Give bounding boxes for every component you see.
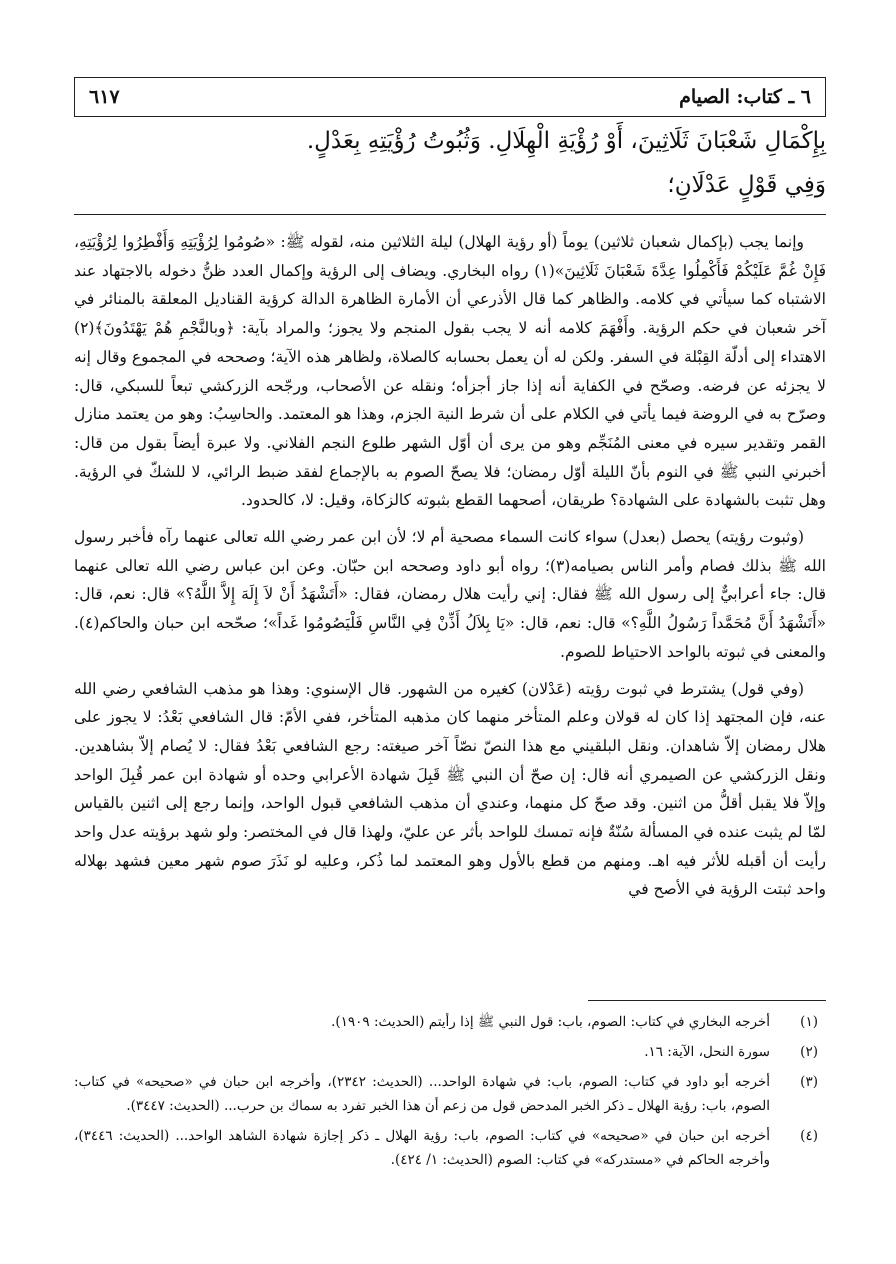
footnote-text: سورة النحل، الآية: ١٦.	[644, 1044, 770, 1060]
commentary-paragraph-3: (وفي قول) يشترط في ثبوت رؤيته (عَدْلان) كغيره من الشهور. قال الإسنوي: وهذا هو مذهب الشافعي رضي الله عنه، فإن المجتهد إذا كان له قولان وعلم المتأخر منهما كان مذهبه المتأخر، ففي الأمّ: قال الشافعي بَعْدُ: لا يجوز على هلال رمضان إلاّ شاهدان. ونقل البلقيني مع هذا النصّ نصّاً آخر صيغته: رجع الشافعي بَعْدُ فقال: لا يُصام إلاّ بشاهدين. ونقل الزركشي عن الصيمري أنه قال: إن صحّ أن النبي ﷺ قَبِلَ شهادة الأعرابي وحده أو شهادة ابن عمر قُبِلَ الواحد وإلاّ فلا يقبل أقلُّ من اثنين. وقد صحّ كل منهما، وعندي أن مذهب الشافعي قبول الواحد، وإنما رجع إلى اثنين بالقياس لمّا لم يثبت عنده في المسألة سُنّةٌ فإنه تمسك للواحد بأثر عن عليّ، ولهذا قال في المختصر: ولو شهد برؤيته عدل واحد رأيت أن أقبله للأثر فيه اهـ. ومنهم من قطع بالأول وهو المعتمد لما ذُكر، وعليه لو نَذَرَ صوم شهر معين فشهد بهلاله واحد ثبتت الرؤية في الأصح في	[74, 679, 826, 899]
page-number: ٦١٧	[89, 86, 120, 108]
footnote-number: (٤)	[800, 1128, 818, 1144]
page-header	[74, 77, 826, 117]
matn-line-1: بِإِكْمَالِ شَعْبَانَ ثَلَاثِينَ، أَوْ رُؤْيَةِ الْهِلَالِ. وَثُبُوتُ رُؤْيَتِهِ بِعَدْلٍ.	[306, 128, 826, 154]
matn-separator	[74, 214, 826, 215]
commentary-paragraph-2: (وثبوت رؤيته) يحصل (بعدل) سواء كانت السماء مصحية أم لا؛ لأن ابن عمر رضي الله تعالى عنهما رآه فأخبر رسول الله ﷺ بذلك فصام وأمر الناس بصيامه(٣)؛ رواه أبو داود وصححه ابن حبّان. وعن ابن عباس رضي الله تعالى عنهما قال: جاء أعرابيٌّ إلى رسول الله ﷺ فقال: إني رأيت هلال رمضان، فقال: «أَتَشْهَدُ أَنْ لاَ إِلَهَ إِلاَّ اللَّهُ؟» قال: نعم، قال: «أَتَشْهَدُ أَنَّ مُحَمَّداً رَسُولُ اللَّهِ؟» قال: نعم، قال: «يَا بِلاَلُ أَذِّنْ فِي النَّاسِ فَلْيَصُومُوا غَداً»؛ صحّحه ابن حبان والحاكم(٤). والمعنى في ثبوته بالواحد الاحتياط للصوم.	[74, 528, 826, 661]
footnote-number: (٣)	[800, 1074, 818, 1090]
footnote-text: أخرجه أبو داود في كتاب: الصوم، باب: في شهادة الواحد... (الحديث: ٢٣٤٢)، وأخرجه ابن حبان في «صحيحه» في كتاب: الصوم، باب: رؤية الهلال ـ ذكر الخبر المدحض قول من زعم أن هذا الخبر تفرد به سماك بن حرب... (الحديث: ٣٤٤٧).	[74, 1074, 771, 1114]
footnote-separator	[588, 1000, 826, 1001]
footnote-item	[74, 1040, 826, 1064]
footnotes	[74, 1010, 826, 1178]
footnote-number: (١)	[800, 1014, 818, 1030]
footnote-item	[74, 1070, 826, 1118]
footnote-item	[74, 1010, 826, 1034]
matn-line-2: وَفِي قَوْلٍ عَدْلَانِ؛	[667, 172, 826, 198]
footnote-text: أخرجه ابن حبان في «صحيحه» في كتاب: الصوم، باب: رؤية الهلال ـ ذكر إجازة شهادة الشاهد الواحد... (الحديث: ٣٤٤٦)، وأخرجه الحاكم في «مستدركه» في كتاب: الصوم (الحديث: ١/ ٤٢٤).	[74, 1128, 770, 1168]
footnote-number: (٢)	[800, 1044, 818, 1060]
footnote-text: أخرجه البخاري في كتاب: الصوم، باب: قول النبي ﷺ إذا رأيتم (الحديث: ١٩٠٩).	[331, 1014, 770, 1030]
commentary	[74, 228, 826, 912]
commentary-paragraph-1: وإنما يجب (بإكمال شعبان ثلاثين) يوماً (أو رؤية الهلال) ليلة الثلاثين منه، لقوله ﷺ: «صُومُوا لِرُؤْيَتِهِ وَأَفْطِرُوا لِرُؤْيَتِهِ، فَإِنْ غُمَّ عَلَيْكُمْ فَأَكْمِلُوا عِدَّةَ شَعْبَانَ ثَلَاثِينَ»(١) رواه البخاري. ويضاف إلى الرؤية وإكمال العدد ظنُّ دخوله بالاجتهاد عند الاشتباه كما سيأتي في كلامه. والظاهر كما قال الأذرعي أن الأمارة الظاهرة الدالة كرؤية القناديل المعلقة بالمنائر في آخر شعبان في حكم الرؤية. وأَفْهَمَ كلامه أنه لا يجب بقول المنجم ولا يجوز؛ والمراد بآية: ﴿وبالنَّجْمِ هُمْ يَهْتَدُونَ﴾(٢) الاهتداء إلى أدلّة القِبْلة في السفر. ولكن له أن يعمل بحسابه كالصلاة، ولظاهر هذه الآية؛ وصححه في المجموع وقال إنه لا يجزئه عن فرضه. وصحّح في الكفاية أنه إذا جاز أجزأه؛ ونقله عن الأصحاب، ورجّحه الزركشي تبعاً للسبكي، قال: وصرّح به في الروضة فيما يأتي في الكلام على أن شرط النية الجزم، وهذا هو المعتمد. والحاسِبُ: وهو من يعتمد منازل القمر وتقدير سيره في معنى المُنَجِّم وهو من يرى أن أوّل الشهر طلوع النجم الفلاني. ولا عبرة أيضاً بقول من قال: أخبرني النبي ﷺ في النوم بأنّ الليلة أوّل رمضان؛ فلا يصحّ الصوم به بالإجماع لفقد ضبط الرائي، لا للشكّ في الرؤية. وهل تثبت بالشهادة على الشهادة؟ طريقان، أصحهما القطع بثبوته كالزكاة، وقيل: لا، كالحدود.	[74, 233, 827, 510]
footnote-item	[74, 1124, 826, 1172]
chapter-title: ٦ ـ كتاب: الصيام	[679, 86, 811, 108]
